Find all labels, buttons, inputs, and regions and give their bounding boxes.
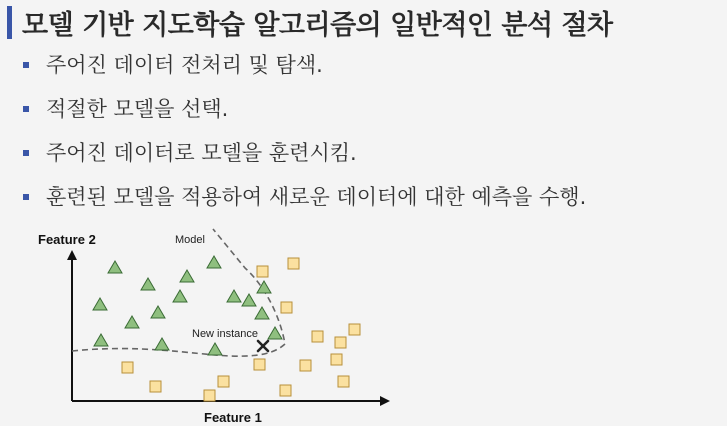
triangle-point [180, 270, 194, 282]
square-point [331, 354, 342, 365]
triangle-point [173, 290, 187, 302]
square-point [312, 331, 323, 342]
bullet-square-icon [23, 194, 29, 200]
square-point [338, 376, 349, 387]
bullet-list [22, 50, 586, 226]
triangle-points [93, 256, 282, 355]
triangle-point [94, 334, 108, 346]
square-point [335, 337, 346, 348]
bullet-item [22, 182, 586, 226]
square-point [204, 390, 215, 401]
x-axis-label: Feature 1 [204, 410, 262, 425]
triangle-point [151, 306, 165, 318]
square-point [300, 360, 311, 371]
bullet-square-icon [23, 106, 29, 112]
triangle-point [207, 256, 221, 268]
bullet-text: 주어진 데이터 전처리 및 탐색. [46, 53, 323, 77]
triangle-point [125, 316, 139, 328]
bullet-item [22, 94, 586, 138]
square-point [288, 258, 299, 269]
bullet-text: 적절한 모델을 선택. [46, 97, 229, 121]
triangle-point [208, 343, 222, 355]
new-instance-label: New instance [192, 328, 259, 340]
bullet-item [22, 138, 586, 182]
bullet-square-icon [23, 62, 29, 68]
new-instance-cross-icon [258, 341, 268, 351]
triangle-point [242, 294, 256, 306]
square-point [349, 324, 360, 335]
slide-title: 모델 기반 지도학습 알고리즘의 일반적인 분석 절차 [22, 10, 613, 41]
square-point [150, 381, 161, 392]
square-point [218, 376, 229, 387]
triangle-point [255, 307, 269, 319]
bullet-square-icon [23, 150, 29, 156]
square-point [280, 385, 291, 396]
triangle-point [93, 298, 107, 310]
square-point [257, 266, 268, 277]
bullet-text: 주어진 데이터로 모델을 훈련시킴. [46, 141, 357, 165]
square-point [281, 302, 292, 313]
triangle-point [268, 327, 282, 339]
bullet-item [22, 50, 586, 94]
y-axis-label: Feature 2 [38, 232, 96, 247]
model-based-learning-figure [30, 226, 400, 426]
square-point [254, 359, 265, 370]
triangle-point [227, 290, 241, 302]
title-accent-bar [7, 6, 12, 39]
triangle-point [155, 338, 169, 350]
square-point [122, 362, 133, 373]
triangle-point [141, 278, 155, 290]
bullet-text: 훈련된 모델을 적용하여 새로운 데이터에 대한 예측을 수행. [46, 185, 587, 209]
triangle-point [108, 261, 122, 273]
model-label: Model [175, 234, 205, 246]
